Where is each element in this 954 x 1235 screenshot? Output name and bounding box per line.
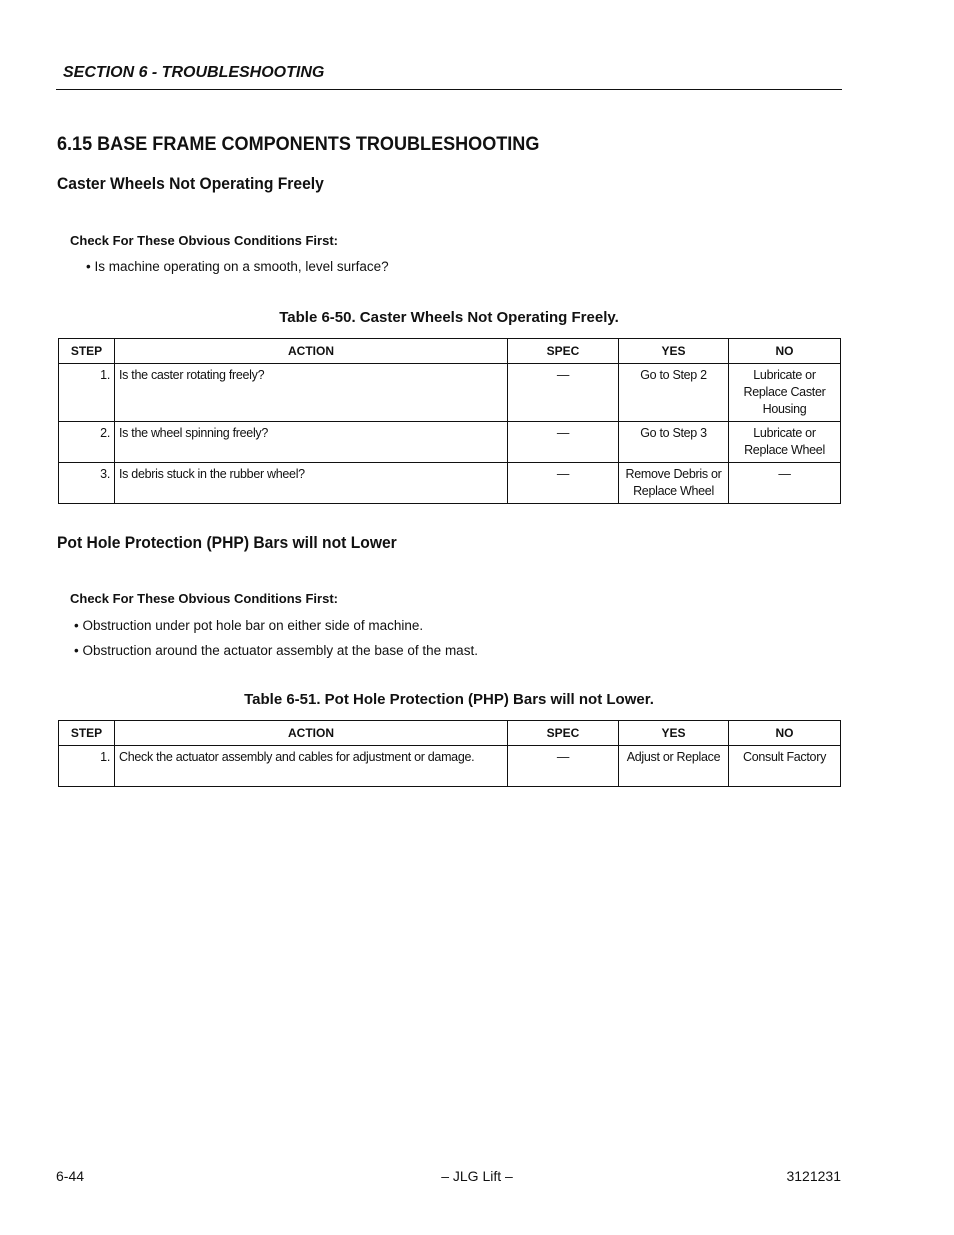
step-cell: 2.	[59, 422, 115, 463]
no-cell: Consult Factory	[729, 746, 841, 787]
caster-table	[58, 338, 841, 504]
footer-center-text: – JLG Lift –	[441, 1168, 513, 1184]
caster-table-header	[59, 339, 841, 364]
no-cell: Lubricate or Replace Caster Housing	[729, 364, 841, 422]
document-number: 3121231	[786, 1168, 841, 1184]
column-header-step: STEP	[59, 339, 115, 364]
step-cell: 3.	[59, 463, 115, 504]
action-cell: Is the wheel spinning freely?	[115, 422, 508, 463]
yes-cell: Adjust or Replace	[619, 746, 729, 787]
yes-cell: Go to Step 3	[619, 422, 729, 463]
table-row	[59, 463, 841, 504]
table-row	[59, 364, 841, 422]
step-cell: 1.	[59, 364, 115, 422]
column-header-spec: SPEC	[508, 721, 619, 746]
caster-check-title: Check For These Obvious Conditions First:	[70, 233, 338, 248]
spec-cell: —	[508, 422, 619, 463]
php-table	[58, 720, 841, 787]
yes-cell: Go to Step 2	[619, 364, 729, 422]
caster-section-title: Caster Wheels Not Operating Freely	[57, 174, 324, 193]
column-header-yes: YES	[619, 721, 729, 746]
caster-bullet: • Is machine operating on a smooth, level surface?	[86, 259, 389, 274]
action-cell: Is the caster rotating freely?	[115, 364, 508, 422]
php-bullet: • Obstruction under pot hole bar on either side of machine.	[74, 618, 424, 633]
php-section-title: Pot Hole Protection (PHP) Bars will not Lower	[57, 533, 397, 552]
php-table-header	[59, 721, 841, 746]
column-header-action: ACTION	[115, 721, 508, 746]
table-row	[59, 422, 841, 463]
header-rule	[56, 89, 842, 90]
main-title: 6.15 BASE FRAME COMPONENTS TROUBLESHOOTING	[57, 134, 540, 155]
page-number: 6-44	[56, 1168, 85, 1184]
no-cell: —	[729, 463, 841, 504]
column-header-step: STEP	[59, 721, 115, 746]
php-check-title: Check For These Obvious Conditions First:	[70, 591, 338, 606]
spec-cell: —	[508, 463, 619, 504]
column-header-action: ACTION	[115, 339, 508, 364]
step-cell: 1.	[59, 746, 115, 787]
section-header: SECTION 6 - TROUBLESHOOTING	[63, 64, 325, 81]
action-cell: Is debris stuck in the rubber wheel?	[115, 463, 508, 504]
spec-cell: —	[508, 364, 619, 422]
php-bullet: • Obstruction around the actuator assembly at the base of the mast.	[74, 643, 478, 658]
column-header-yes: YES	[619, 339, 729, 364]
no-cell: Lubricate or Replace Wheel	[729, 422, 841, 463]
yes-cell: Remove Debris or Replace Wheel	[619, 463, 729, 504]
spec-cell: —	[508, 746, 619, 787]
caster-table-caption: Table 6-50. Caster Wheels Not Operating Freely.	[279, 309, 619, 326]
column-header-no: NO	[729, 721, 841, 746]
column-header-no: NO	[729, 339, 841, 364]
php-table-caption: Table 6-51. Pot Hole Protection (PHP) Bars will not Lower.	[244, 691, 654, 708]
action-cell: Check the actuator assembly and cables for adjustment or damage.	[115, 746, 508, 787]
table-row	[59, 746, 841, 787]
column-header-spec: SPEC	[508, 339, 619, 364]
